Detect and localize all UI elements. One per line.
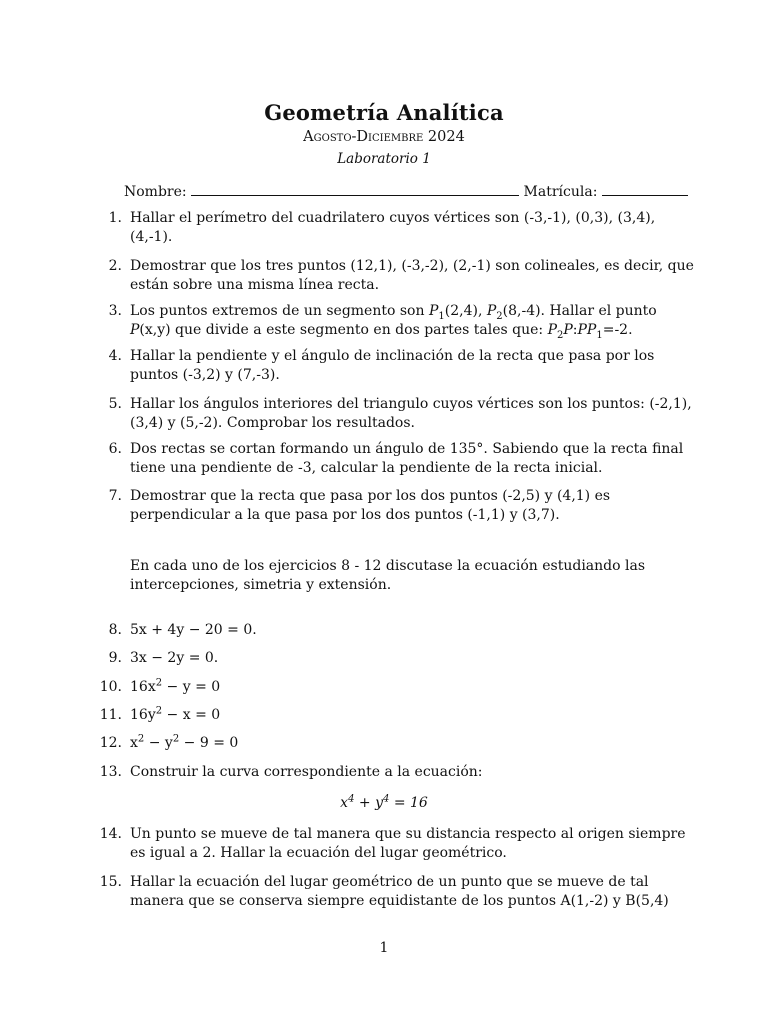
- problem-number: 5.: [108, 396, 122, 412]
- problem-equation: 5x + 4y − 20 = 0.: [130, 622, 257, 638]
- problem-equation-b: − y: [144, 735, 173, 751]
- problem-equation-b: − y = 0: [162, 679, 221, 695]
- problem-equation-a: x: [130, 735, 138, 751]
- problem-text-c: (8,-4). Hallar el punto: [502, 303, 657, 319]
- problem-7: [108, 487, 698, 525]
- problem-10: 10. $16x^2 - y = 0$: [130, 678, 698, 697]
- problem-text: Dos rectas se cortan formando un ángulo de 135°. Sabiendo que la recta final tiene una pendiente de -3, calcular la pendiente de la recta inicial.: [130, 441, 684, 476]
- matricula-blank-line[interactable]: [602, 181, 688, 196]
- problem-4: [108, 347, 698, 385]
- problem-equation-a: 16x: [130, 679, 156, 695]
- problem-6: [108, 440, 698, 478]
- lab-label: Laboratorio 1: [337, 151, 431, 167]
- equation-part-b: + y: [354, 795, 383, 811]
- problem-equation-a: 16y: [130, 707, 156, 723]
- problem-number: 10.: [99, 679, 122, 695]
- problem-12: 12. $x^2 - y^2 - 9 = 0$: [130, 734, 698, 753]
- problem-number: 9.: [108, 650, 122, 666]
- page-number: 1: [379, 940, 389, 956]
- problem-number: 12.: [99, 735, 122, 751]
- problem-number: 11.: [99, 707, 122, 723]
- problem-text: Hallar la ecuación del lugar geométrico de un punto que se mueve de tal manera que se conserva siempre equidistante de los puntos A(1,-2) y B(5,4): [130, 874, 669, 909]
- problem-number: 2.: [108, 258, 122, 274]
- problem-text-a: Los puntos extremos de un segmento son: [130, 303, 429, 319]
- student-fields: [124, 181, 688, 200]
- problem-9: [108, 649, 698, 668]
- problem-text-b: (2,4),: [444, 303, 487, 319]
- problem-equation-c: − 9 = 0: [179, 735, 239, 751]
- problem-number: 4.: [108, 348, 122, 364]
- problem-number: 14.: [99, 826, 122, 842]
- problem-equation-b: − x = 0: [162, 707, 221, 723]
- problem-text-e: =-2.: [602, 322, 633, 338]
- problem-number: 13.: [99, 764, 122, 780]
- equation-part-a: x: [340, 795, 349, 811]
- name-blank-line[interactable]: [191, 181, 519, 196]
- matricula-label: Matrícula:: [523, 184, 598, 200]
- problem-text: Hallar el perímetro del cuadrilatero cuyos vértices son (-3,-1), (0,3), (3,4), (4,-1).: [130, 210, 656, 245]
- problem-11: 11. $16y^2 - x = 0$: [130, 706, 698, 725]
- problem-13-equation: $x^4 + y^4 = 16$: [340, 793, 428, 811]
- problem-number: 1.: [108, 210, 122, 226]
- problem-text-d: (x,y) que divide a este segmento en dos partes tales que:: [139, 322, 548, 338]
- problem-text: Construir la curva correspondiente a la ecuación:: [130, 764, 483, 780]
- problem-text: Hallar la pendiente y el ángulo de inclinación de la recta que pasa por los puntos (-3,2) y (7,-3).: [130, 348, 655, 383]
- problem-5: [108, 395, 698, 433]
- problem-13: [99, 763, 698, 782]
- problem-equation: 3x − 2y = 0.: [130, 650, 219, 666]
- problem-text: Un punto se mueve de tal manera que su distancia respecto al origen siempre es igual a 2. Hallar la ecuación del lugar geométrico.: [130, 826, 686, 861]
- document-subtitle: Agosto-Diciembre 2024: [303, 129, 465, 145]
- problem-number: 6.: [108, 441, 122, 457]
- document-title: Geometría Analítica: [264, 100, 504, 125]
- exercise-instructions: En cada uno de los ejercicios 8 - 12 discutase la ecuación estudiando las intercepciones, simetria y extensión.: [130, 558, 646, 593]
- problem-14: [99, 825, 698, 863]
- problem-8: [108, 621, 698, 640]
- problem-2: [108, 257, 698, 295]
- problem-3: 3. Los puntos extremos de un segmento son $P_1(2,4)$, $P_2(8,-4)$. Hallar el punto P(x,y) que divide a este segmento en dos partes tales que: $P_2P:PP_1=-2$.: [130, 302, 698, 340]
- problem-number: 7.: [108, 488, 122, 504]
- problem-number: 3.: [108, 303, 122, 319]
- problem-1: [108, 209, 698, 247]
- problem-text: Demostrar que la recta que pasa por los dos puntos (-2,5) y (4,1) es perpendicular a la que pasa por los dos puntos (-1,1) y (3,7).: [130, 488, 611, 523]
- problem-text: Demostrar que los tres puntos (12,1), (-3,-2), (2,-1) son colineales, es decir, que están sobre una misma línea recta.: [130, 258, 694, 293]
- name-label: Nombre:: [124, 184, 187, 200]
- problem-number: 8.: [108, 622, 122, 638]
- problem-text: Hallar los ángulos interiores del triangulo cuyos vértices son los puntos: (-2,1), (3,4) y (5,-2). Comprobar los resultados.: [130, 396, 692, 431]
- problem-number: 15.: [99, 874, 122, 890]
- problem-15: [99, 873, 698, 911]
- equation-part-c: = 16: [389, 795, 428, 811]
